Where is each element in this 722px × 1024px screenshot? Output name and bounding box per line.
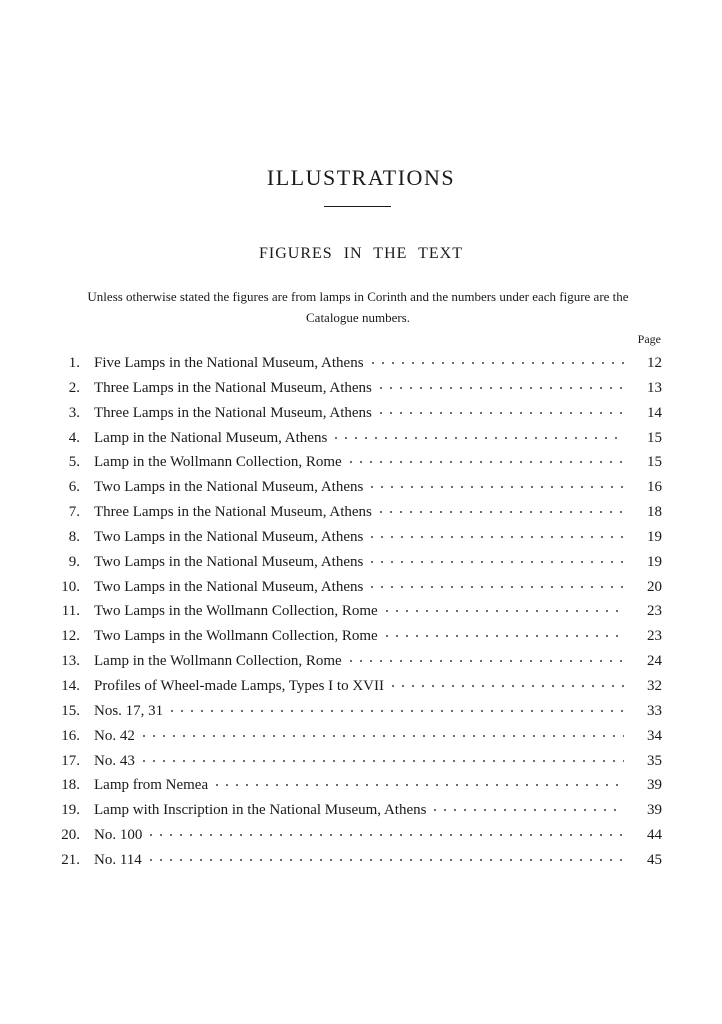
figure-number: 3.	[68, 404, 80, 421]
dot-leader	[167, 705, 624, 715]
dot-leader	[368, 357, 624, 367]
entry-body	[94, 550, 624, 575]
dot-leader	[346, 456, 624, 466]
entry-body	[94, 848, 624, 873]
list-item	[0, 351, 722, 376]
list-item	[0, 699, 722, 724]
dot-leader	[146, 854, 624, 864]
list-item	[0, 749, 722, 774]
figure-caption: Five Lamps in the National Museum, Athens	[94, 355, 364, 371]
dot-leader	[346, 655, 624, 665]
page-number: 15	[647, 429, 662, 446]
entry-body	[94, 649, 624, 674]
entry-body	[94, 773, 624, 798]
figure-number: 13.	[61, 653, 80, 670]
figure-number: 11.	[61, 603, 80, 620]
page-number: 39	[647, 802, 662, 819]
figure-caption: No. 42	[94, 727, 135, 744]
page-number: 19	[647, 528, 662, 545]
figure-number: 16.	[61, 727, 80, 744]
dot-leader	[367, 481, 624, 491]
figure-number: 6.	[68, 479, 80, 496]
figure-number: 17.	[61, 752, 80, 769]
entry-body	[94, 525, 624, 550]
dot-leader	[212, 779, 624, 789]
entry-body	[94, 599, 624, 624]
page-number: 35	[647, 752, 662, 769]
entry-body	[94, 401, 624, 426]
figure-number: 19.	[61, 802, 80, 819]
figure-caption: No. 100	[94, 827, 143, 844]
dot-leader	[382, 630, 624, 640]
list-item	[0, 475, 722, 500]
page-number: 13	[647, 379, 662, 396]
figure-caption: Two Lamps in the National Museum, Athens	[94, 479, 364, 496]
figure-caption: No. 43	[94, 752, 135, 769]
dot-leader	[376, 407, 624, 417]
list-item	[0, 724, 722, 749]
dot-leader	[388, 680, 624, 690]
dot-leader	[139, 730, 624, 740]
list-item	[0, 649, 722, 674]
list-item	[0, 848, 722, 873]
figure-number: 9.	[68, 553, 80, 570]
page-number: 23	[647, 628, 662, 645]
entry-body	[94, 724, 624, 749]
figures-list	[0, 351, 722, 873]
page-number: 19	[647, 553, 662, 570]
figure-number: 21.	[61, 851, 80, 868]
entry-body	[94, 699, 624, 724]
figure-caption: Two Lamps in the National Museum, Athens	[94, 528, 364, 545]
figure-caption: Lamp from Nemea	[94, 777, 209, 794]
figure-number: 5.	[68, 454, 80, 471]
entry-body	[94, 823, 624, 848]
page-number: 20	[647, 578, 662, 595]
entry-body	[94, 475, 624, 500]
figure-caption: Lamp in the National Museum, Athens	[94, 429, 328, 446]
figure-caption: No. 114	[94, 851, 142, 868]
figure-number: 15.	[61, 702, 80, 719]
figure-number: 4.	[68, 429, 80, 446]
figure-number: 14.	[61, 677, 80, 694]
figure-number: 2.	[68, 379, 80, 396]
page-column-label: Page	[637, 332, 661, 346]
entry-body	[94, 575, 624, 600]
figure-caption: Nos. 17, 31	[94, 702, 164, 719]
dot-leader	[376, 382, 624, 392]
list-item	[0, 575, 722, 600]
page-number: 16	[647, 479, 662, 496]
figure-number: 12.	[61, 628, 80, 645]
page-number: 24	[647, 653, 662, 670]
dot-leader	[331, 432, 624, 442]
figure-caption: Three Lamps in the National Museum, Athens	[94, 379, 372, 396]
page-number: 23	[647, 603, 662, 620]
dot-leader	[376, 506, 624, 516]
figure-number: 20.	[61, 827, 80, 844]
figure-caption: Profiles of Wheel-made Lamps, Types I to XVII	[94, 677, 384, 694]
list-item	[0, 773, 722, 798]
figure-caption: Three Lamps in the National Museum, Athens	[94, 504, 372, 521]
list-item	[0, 550, 722, 575]
page-number: 18	[647, 504, 662, 521]
entry-body	[94, 376, 624, 401]
list-item	[0, 624, 722, 649]
figure-caption: Lamp in the Wollmann Collection, Rome	[94, 653, 342, 670]
entry-body	[94, 351, 624, 376]
list-item	[0, 450, 722, 475]
figure-caption: Two Lamps in the National Museum, Athens	[94, 578, 364, 595]
list-item	[0, 401, 722, 426]
page-number: 44	[647, 827, 662, 844]
figure-number: 18.	[61, 777, 80, 794]
title-rule	[324, 206, 391, 207]
figure-number: 8.	[68, 528, 80, 545]
dot-leader	[139, 755, 624, 765]
figure-caption: Two Lamps in the Wollmann Collection, Rome	[94, 603, 378, 620]
entry-body	[94, 749, 624, 774]
entry-body	[94, 426, 624, 451]
figure-number: 10.	[61, 578, 80, 595]
dot-leader	[367, 531, 624, 541]
section-heading: FIGURES IN THE TEXT	[259, 245, 463, 262]
page-title: ILLUSTRATIONS	[266, 165, 456, 190]
figure-caption: Three Lamps in the National Museum, Athens	[94, 404, 372, 421]
page-number: 39	[647, 777, 662, 794]
page-number: 14	[647, 404, 662, 421]
dot-leader	[146, 829, 624, 839]
figure-caption: Lamp with Inscription in the National Museum, Athens	[94, 802, 427, 819]
list-item	[0, 426, 722, 451]
figure-number: 1.	[68, 355, 80, 371]
entry-body	[94, 674, 624, 699]
list-item	[0, 823, 722, 848]
dot-leader	[367, 556, 624, 566]
figure-caption: Two Lamps in the Wollmann Collection, Rome	[94, 628, 378, 645]
page-number: 15	[647, 454, 662, 471]
entry-body	[94, 500, 624, 525]
list-item	[0, 525, 722, 550]
page-number: 45	[647, 851, 662, 868]
dot-leader	[367, 581, 624, 591]
dot-leader	[430, 804, 624, 814]
figure-caption: Lamp in the Wollmann Collection, Rome	[94, 454, 342, 471]
list-item	[0, 674, 722, 699]
entry-body	[94, 798, 624, 823]
figure-caption: Two Lamps in the National Museum, Athens	[94, 553, 364, 570]
figure-number: 7.	[68, 504, 80, 521]
list-item	[0, 376, 722, 401]
list-item	[0, 798, 722, 823]
entry-body	[94, 624, 624, 649]
page-number: 32	[647, 677, 662, 694]
dot-leader	[382, 605, 624, 615]
list-item	[0, 500, 722, 525]
page-number: 12	[647, 355, 662, 371]
page-number: 33	[647, 702, 662, 719]
intro-paragraph: Unless otherwise stated the figures are from lamps in Corinth and the numbers under each figure are the Catalogue numbers.	[87, 289, 629, 325]
list-item	[0, 599, 722, 624]
entry-body	[94, 450, 624, 475]
page-number: 34	[647, 727, 662, 744]
